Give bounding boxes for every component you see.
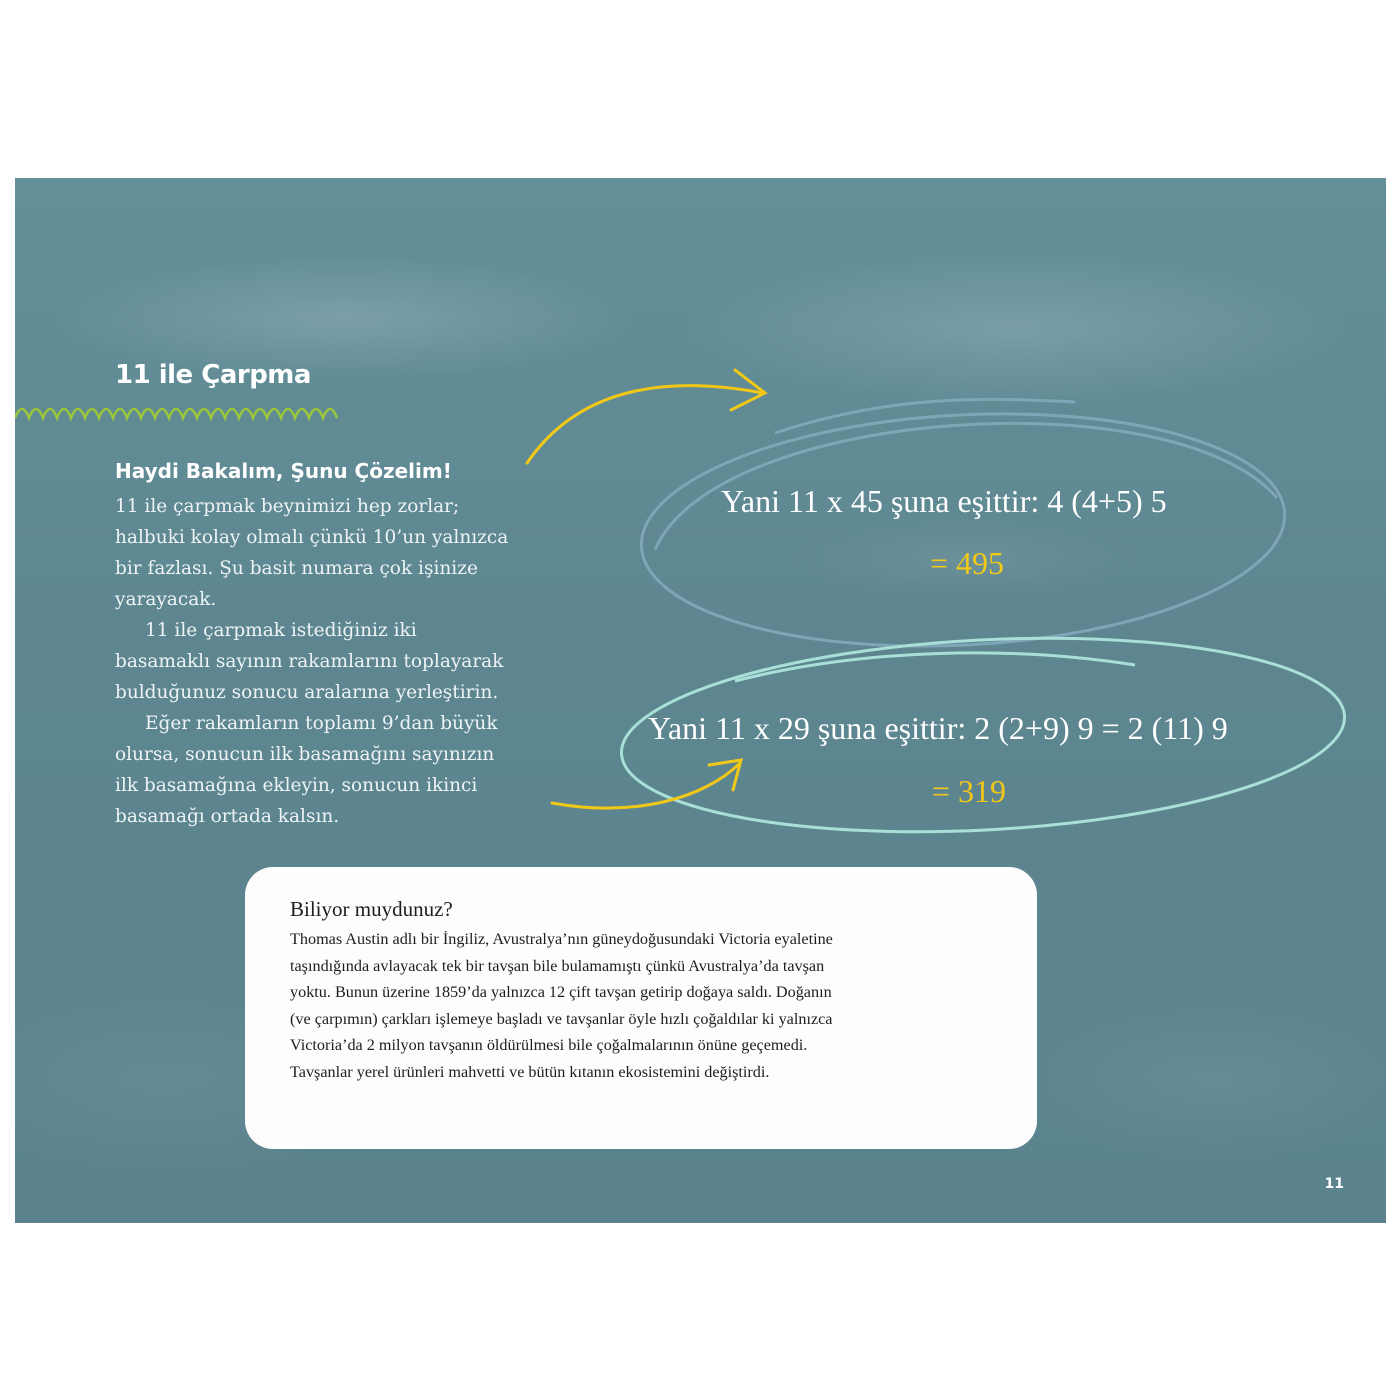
info-box-title: Biliyor muydunuz? <box>290 897 453 921</box>
paragraph-3: Eğer rakamların toplamı 9’dan büyük olursa, sonucun ilk basamağını sayınızın ilk basamağına ekleyin, sonucun ikinci basamağı ortada kalsın. <box>115 713 498 827</box>
page-number: 11 <box>1324 1176 1344 1192</box>
info-line: (ve çarpımın) çarkları işlemeye başladı ve tavşanlar öyle hızlı çoğaldılar ki yalnızca <box>290 1009 833 1028</box>
yellow-arrow-top <box>527 370 765 463</box>
paragraph-2: 11 ile çarpmak istediğiniz iki basamaklı sayının rakamlarını toplayarak bulduğunuz sonucu aralarına yerleştirin. <box>115 620 504 703</box>
example-2-result: = 319 <box>932 773 1007 809</box>
info-line: Victoria’da 2 milyon tavşanın öldürülmesi bile çoğalmalarının önüne geçemedi. <box>290 1036 808 1054</box>
example-2-equation: Yani 11 x 29 şuna eşittir: 2 (2+9) 9 = 2 (11) 9 <box>648 710 1228 746</box>
explanation-text <box>115 491 605 832</box>
chalkboard-page <box>15 178 1386 1223</box>
info-line: Thomas Austin adlı bir İngiliz, Avustralya’nın güneydoğusundaki Victoria eyaletine <box>290 930 833 948</box>
example-1-equation: Yani 11 x 45 şuna eşittir: 4 (4+5) 5 <box>721 483 1167 519</box>
info-line: taşındığında avlayacak tek bir tavşan bile bulamamıştı çünkü Avustralya’da tavşan <box>290 956 825 975</box>
ellipse-example-1 <box>635 398 1290 661</box>
green-squiggle-underline <box>15 409 337 418</box>
example-1-result: = 495 <box>930 545 1005 581</box>
info-box-body <box>290 926 997 1085</box>
info-line: yoktu. Bunun üzerine 1859’da yalnızca 12 çift tavşan getirip doğaya saldı. Doğanın <box>290 983 832 1001</box>
info-line: Tavşanlar yerel ürünleri mahvetti ve bütün kıtanın ekosistemini değiştirdi. <box>290 1062 770 1081</box>
section-subtitle: Haydi Bakalım, Şunu Çözelim! <box>115 459 452 483</box>
did-you-know-box <box>245 867 1037 1149</box>
page-title: 11 ile Çarpma <box>115 360 311 390</box>
paragraph-1: 11 ile çarpmak beynimizi hep zorlar; halbuki kolay olmalı çünkü 10’un yalnızca bir fazlası. Şu basit numara çok işinize yarayacak. <box>115 496 509 610</box>
